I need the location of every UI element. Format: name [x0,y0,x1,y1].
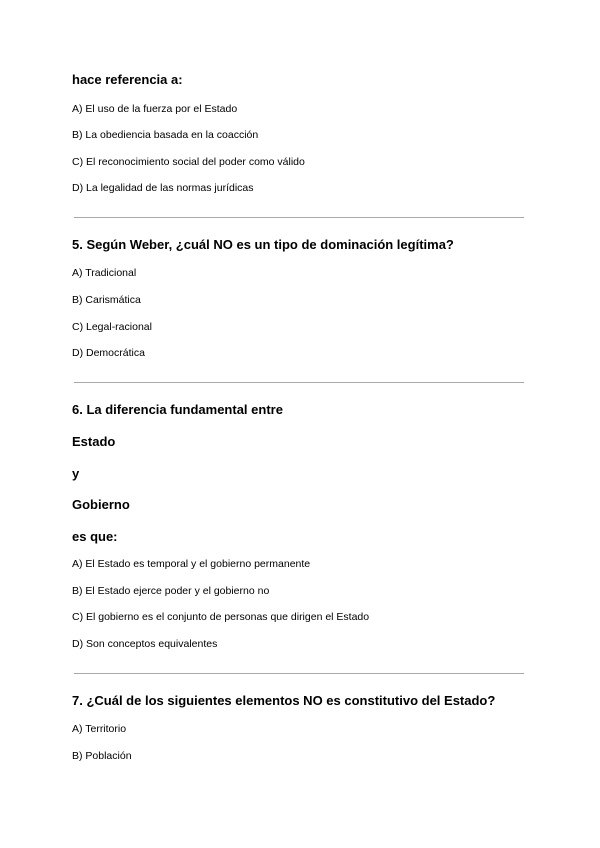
q7-option-b: B) Población [72,750,132,762]
q5-option-d: D) Democrática [72,347,145,359]
q4-option-c: C) El reconocimiento social del poder como válido [72,156,305,168]
q6-option-d: D) Son conceptos equivalentes [72,638,218,650]
divider-rule [74,382,524,383]
q4-option-b: B) La obediencia basada en la coacción [72,129,259,141]
q6-option-b: B) El Estado ejerce poder y el gobierno no [72,585,270,597]
q6-option-a: A) El Estado es temporal y el gobierno permanente [72,558,311,570]
q4-question-fragment: hace referencia a: [72,72,183,87]
q4-option-d: D) La legalidad de las normas jurídicas [72,182,254,194]
q6-question-line-3: y [72,466,80,481]
q7-option-a: A) Territorio [72,723,127,735]
q6-question-line-1: 6. La diferencia fundamental entre [72,402,283,417]
q7-question: 7. ¿Cuál de los siguientes elementos NO es constitutivo del Estado? [72,693,496,708]
q5-option-b: B) Carismática [72,294,141,306]
q4-option-a: A) El uso de la fuerza por el Estado [72,103,238,115]
q6-option-c: C) El gobierno es el conjunto de personas que dirigen el Estado [72,611,370,623]
divider-rule [74,217,524,218]
q5-option-c: C) Legal-racional [72,321,152,333]
q6-question-line-5: es que: [72,529,118,544]
divider-rule [74,673,524,674]
q5-option-a: A) Tradicional [72,267,137,279]
q6-question-line-2: Estado [72,434,116,449]
q6-question-line-4: Gobierno [72,497,130,512]
q5-question: 5. Según Weber, ¿cuál NO es un tipo de dominación legítima? [72,237,454,252]
